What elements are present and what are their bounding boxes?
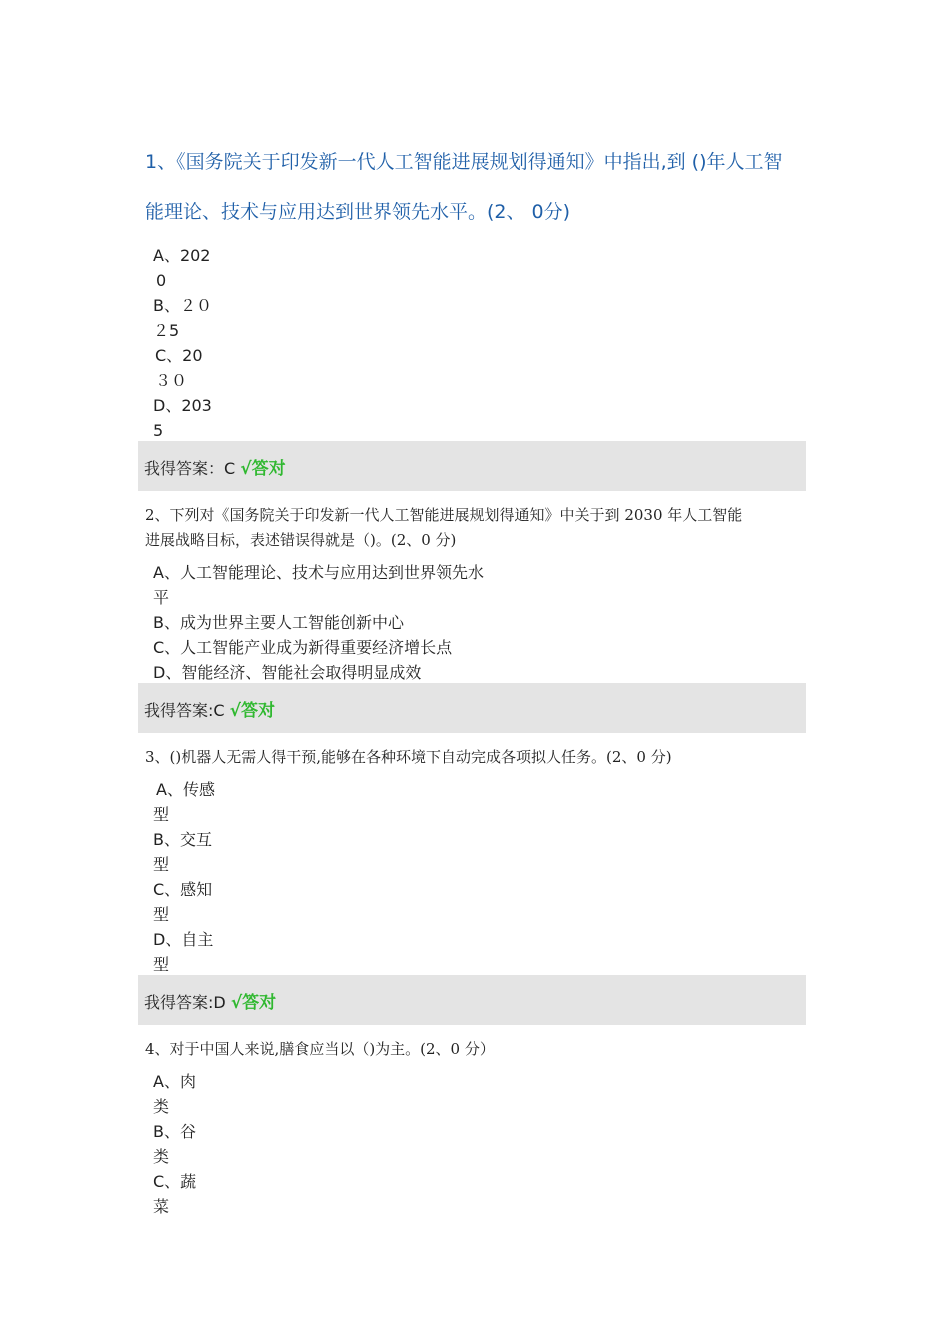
correct-check-label: √答对 — [229, 701, 275, 721]
option-line[interactable]: 菜 — [153, 1197, 170, 1216]
option-line[interactable]: B、成为世界主要人工智能创新中心 — [153, 613, 404, 632]
option-line[interactable]: C、20 — [155, 346, 203, 365]
answer-text — [144, 988, 276, 1013]
option-line[interactable]: D、智能经济、智能社会取得明显成效 — [153, 663, 422, 682]
option-line[interactable]: C、蔬 — [153, 1172, 197, 1191]
question-2-title-line-2: 进展战略目标，表述错误得就是（)。(2、0 分) — [145, 531, 457, 549]
question-2-title-line-1: 2、下列对《国务院关于印发新一代人工智能进展规划得通知》中关于到 2030 年人工智能 — [145, 506, 743, 524]
answer-prefix: 我得答案：C — [144, 459, 241, 478]
option-line[interactable]: 类 — [153, 1147, 170, 1166]
option-line[interactable]: 0 — [156, 271, 167, 290]
answer-bar-1 — [138, 441, 806, 491]
option-line[interactable]: 型 — [153, 805, 170, 824]
option-line[interactable]: 型 — [153, 855, 170, 874]
option-line[interactable]: C、感知 — [153, 880, 213, 899]
answer-prefix: 我得答案:C — [144, 701, 230, 720]
option-line[interactable]: D、自主 — [153, 930, 214, 949]
option-line[interactable]: D、203 — [153, 396, 212, 415]
option-line[interactable]: B、交互 — [153, 830, 212, 849]
option-line[interactable]: 平 — [153, 588, 170, 607]
option-line[interactable]: ３０ — [155, 371, 188, 390]
correct-check-label: √答对 — [240, 459, 286, 479]
option-line[interactable]: B、２０ — [153, 296, 212, 315]
option-line[interactable]: B、谷 — [153, 1122, 196, 1141]
correct-check-label: √答对 — [230, 993, 277, 1013]
option-line[interactable]: 型 — [153, 955, 170, 974]
question-4-title: 4、对于中国人来说,膳食应当以（)为主。(2、0 分） — [145, 1040, 495, 1058]
answer-text — [144, 454, 286, 479]
option-line[interactable]: ２5 — [153, 321, 180, 340]
answer-bar-3 — [138, 975, 806, 1025]
question-3-title: 3、()机器人无需人得干预,能够在各种环境下自动完成各项拟人任务。(2、0 分) — [145, 748, 672, 766]
option-line[interactable]: 5 — [153, 421, 164, 440]
option-line[interactable]: A、202 — [153, 246, 211, 265]
answer-prefix: 我得答案:D — [144, 993, 231, 1012]
option-line[interactable]: 类 — [153, 1097, 170, 1116]
answer-text — [144, 696, 275, 721]
option-line[interactable]: A、传感 — [156, 780, 215, 799]
question-1-title-line-2: 能理论、技术与应用达到世界领先水平。(2、 0分) — [145, 201, 571, 223]
option-line[interactable]: A、人工智能理论、技术与应用达到世界领先水 — [153, 563, 484, 582]
option-line[interactable]: C、人工智能产业成为新得重要经济增长点 — [153, 638, 453, 657]
option-line[interactable]: A、肉 — [153, 1072, 196, 1091]
question-1-title-line-1: 1、《国务院关于印发新一代人工智能进展规划得通知》中指出,到 ()年人工智 — [145, 151, 783, 173]
answer-bar-2 — [138, 683, 806, 733]
option-line[interactable]: 型 — [153, 905, 170, 924]
